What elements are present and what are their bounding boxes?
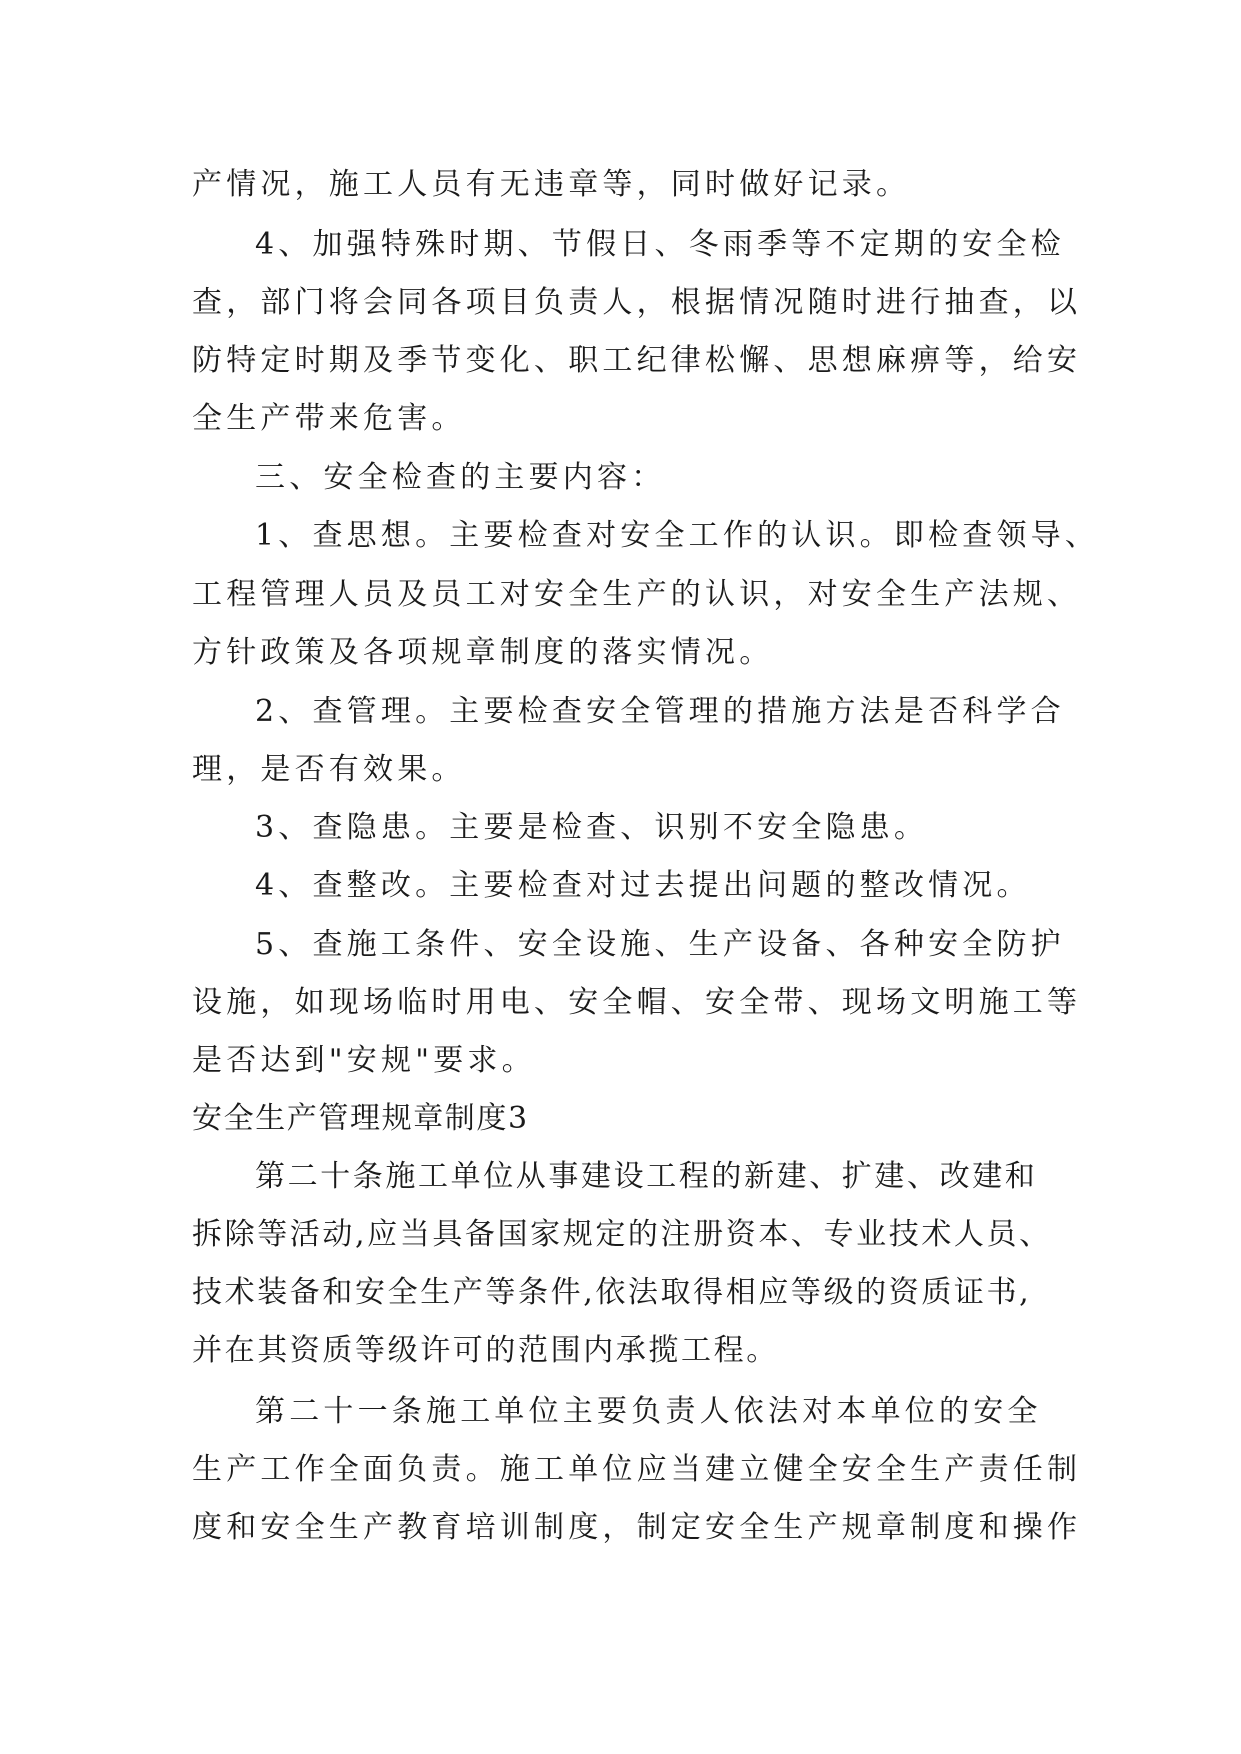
body-text-line: 方针政策及各项规章制度的落实情况。 — [192, 635, 774, 670]
body-text-line: 并在其资质等级许可的范围内承揽工程。 — [192, 1333, 779, 1368]
body-text-line: 是否达到"安规"要求。 — [192, 1043, 536, 1078]
body-text-line: 4、查整改。主要检查对过去提出问题的整改情况。 — [255, 868, 1031, 903]
body-text-line: 产情况，施工人员有无违章等，同时做好记录。 — [192, 167, 911, 202]
body-text-line: 全生产带来危害。 — [192, 401, 466, 436]
section-heading: 三、安全检查的主要内容： — [255, 460, 666, 495]
body-text-line: 理，是否有效果。 — [192, 752, 466, 787]
body-text-line: 生产工作全面负责。施工单位应当建立健全安全生产责任制 — [192, 1452, 1082, 1487]
body-text-line: 防特定时期及季节变化、职工纪律松懈、思想麻痹等，给安 — [192, 343, 1082, 378]
section-title: 安全生产管理规章制度3 — [192, 1101, 529, 1136]
body-text-line: 拆除等活动,应当具备国家规定的注册资本、专业技术人员、 — [192, 1217, 1052, 1252]
body-text-line: 查，部门将会同各项目负责人，根据情况随时进行抽查，以 — [192, 285, 1082, 320]
body-text-line: 第二十条施工单位从事建设工程的新建、扩建、改建和 — [255, 1159, 1038, 1194]
body-text-line: 4、加强特殊时期、节假日、冬雨季等不定期的安全检 — [255, 227, 1065, 262]
body-text-line: 技术装备和安全生产等条件,依法取得相应等级的资质证书, — [192, 1275, 1032, 1310]
body-text-line: 设施，如现场临时用电、安全帽、安全带、现场文明施工等 — [192, 985, 1082, 1020]
body-text-line: 工程管理人员及员工对安全生产的认识，对安全生产法规、 — [192, 577, 1082, 612]
body-text-line: 2、查管理。主要检查安全管理的措施方法是否科学合 — [255, 694, 1065, 729]
body-text-line: 第二十一条施工单位主要负责人依法对本单位的安全 — [255, 1394, 1042, 1429]
body-text-line: 度和安全生产教育培训制度，制定安全生产规章制度和操作 — [192, 1510, 1082, 1545]
body-text-line: 5、查施工条件、安全设施、生产设备、各种安全防护 — [255, 927, 1065, 962]
body-text-line: 3、查隐患。主要是检查、识别不安全隐患。 — [255, 810, 929, 845]
body-text-line: 1、查思想。主要检查对安全工作的认识。即检查领导、 — [255, 518, 1100, 553]
